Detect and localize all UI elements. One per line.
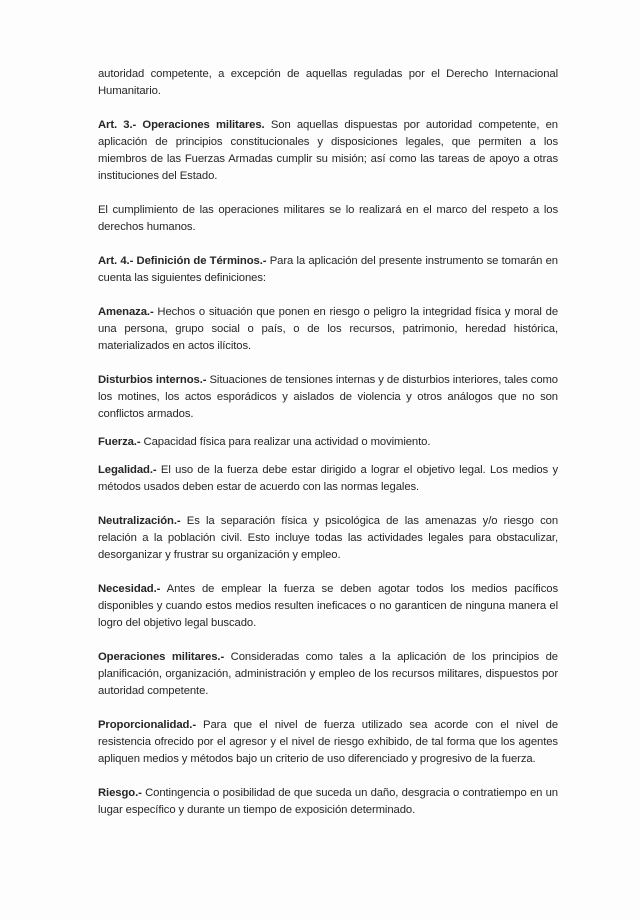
definition-text: Es la separación física y psicológica de las amenazas y/o riesgo con relación a la población civil. Esto incluye todas las actividades legales para obstaculizar, desorganizar y frustrar su organización y empleo. <box>98 515 558 561</box>
definition-term: Amenaza.- <box>98 306 154 318</box>
definition-term: Fuerza.- <box>98 436 141 448</box>
definition-text: Situaciones de tensiones internas y de disturbios interiores, tales como los motines, los actos esporádicos y aislados de violencia y otros análogos que no son conflictos armados. <box>98 374 558 420</box>
definition-term: Riesgo.- <box>98 787 142 799</box>
definition-fuerza <box>98 434 558 451</box>
definition-text: Hechos o situación que ponen en riesgo o peligro la integridad física y moral de una persona, grupo social o país, o de los recursos, patrimonio, heredad histórica, materializados en actos ilícitos. <box>98 306 558 352</box>
paragraph-text: Son aquellas dispuestas por autoridad competente, en aplicación de principios constitucionales y disposiciones legales, que permiten a los miembros de las Fuerzas Armadas cumplir su misión; así como las tareas de apoyo a otras instituciones del Estado. <box>98 119 558 182</box>
definition-riesgo <box>98 785 558 819</box>
definition-term: Legalidad.- <box>98 464 157 476</box>
definition-term: Disturbios internos.- <box>98 374 207 386</box>
definition-legalidad <box>98 462 558 496</box>
paragraph-continuation <box>98 66 558 100</box>
definition-disturbios-internos <box>98 372 558 423</box>
paragraph-text: El cumplimiento de las operaciones militares se lo realizará en el marco del respeto a los derechos humanos. <box>98 204 558 233</box>
definition-neutralizacion <box>98 513 558 564</box>
definition-text: Capacidad física para realizar una actividad o movimiento. <box>140 436 431 448</box>
definition-operaciones-militares <box>98 649 558 700</box>
definition-text: Para que el nivel de fuerza utilizado sea acorde con el nivel de resistencia ofrecido por el agresor y el nivel de riesgo exhibido, de tal forma que los agentes apliquen medios y métodos bajo un criterio de uso diferenciado y progresivo de la fuerza. <box>98 719 558 765</box>
definition-text: El uso de la fuerza debe estar dirigido a lograr el objetivo legal. Los medios y métodos usados deben estar de acuerdo con las normas legales. <box>98 464 558 493</box>
definition-text: Consideradas como tales a la aplicación de los principios de planificación, organización, administración y empleo de los recursos militares, dispuestos por autoridad competente. <box>98 651 558 697</box>
definition-term: Neutralización.- <box>98 515 181 527</box>
article-heading: Art. 4.- Definición de Términos.- <box>98 255 267 267</box>
paragraph-text: Para la aplicación del presente instrumento se tomarán en cuenta las siguientes definiciones: <box>98 255 558 284</box>
definition-text: Contingencia o posibilidad de que suceda un daño, desgracia o contratiempo en un lugar específico y durante un tiempo de exposición determinado. <box>98 787 558 816</box>
paragraph-text: autoridad competente, a excepción de aquellas reguladas por el Derecho Internacional Humanitario. <box>98 68 558 97</box>
definition-term: Necesidad.- <box>98 583 161 595</box>
article-heading: Art. 3.- Operaciones militares. <box>98 119 265 131</box>
definition-term: Operaciones militares.- <box>98 651 225 663</box>
definition-text: Antes de emplear la fuerza se deben agotar todos los medios pacíficos disponibles y cuando estos medios resulten ineficaces o no garanticen de ninguna manera el logro del objetivo legal buscado. <box>98 583 558 629</box>
definition-proporcionalidad <box>98 717 558 768</box>
definition-amenaza <box>98 304 558 355</box>
definition-necesidad <box>98 581 558 632</box>
human-rights-paragraph <box>98 202 558 236</box>
definition-term: Proporcionalidad.- <box>98 719 196 731</box>
article-4-paragraph <box>98 253 558 287</box>
article-3-paragraph <box>98 117 558 185</box>
